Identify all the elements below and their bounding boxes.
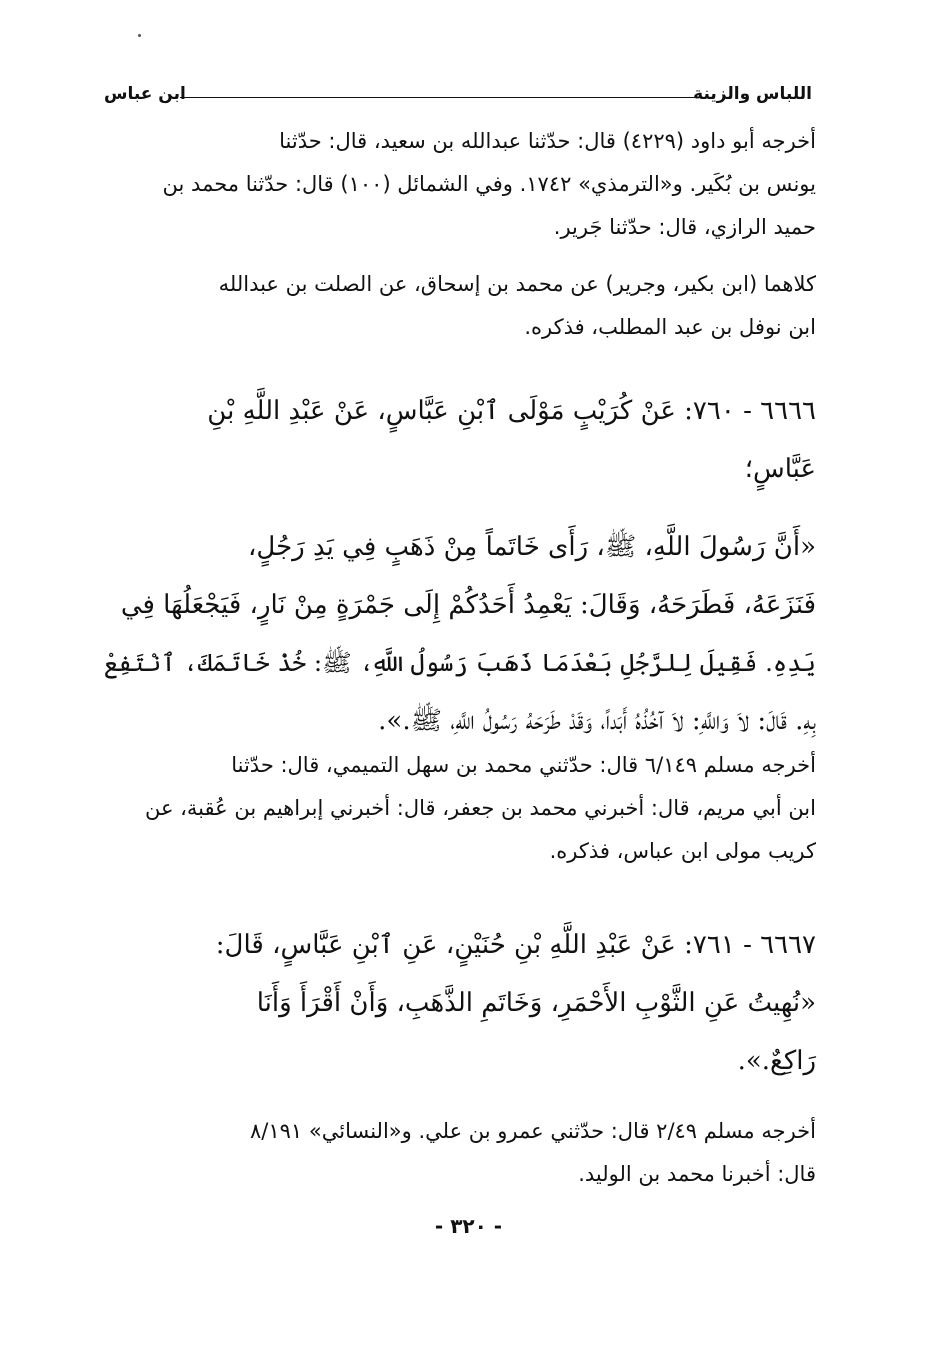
text-line: حميد الرازي، قال: حدّثنا جَرير. bbox=[553, 215, 816, 239]
hadith-6667 bbox=[104, 916, 816, 1090]
text-line: أخرجه مسلم ٦/١٤٩ قال: حدّثني محمد بن سهل التميمي، قال: حدّثنا bbox=[231, 753, 816, 777]
text-line: يونس بن بُكَير. و«الترمذي» ١٧٤٢. وفي الشمائل (١٠٠) قال: حدّثنا محمد بن bbox=[162, 172, 816, 196]
hadith-6666 bbox=[104, 382, 816, 750]
hadith-line: فَنَزَعَهُ، فَطَرَحَهُ، وَقَالَ: يَعْمِدُ أَحَدُكُمْ إِلَى جَمْرَةٍ مِنْ نَارٍ، فَيَجْعَلُهَا فِي bbox=[120, 590, 816, 620]
text-line: قال: أخبرنا محمد بن الوليد. bbox=[578, 1162, 816, 1186]
text-line: ابن أبي مريم، قال: أخبرني محمد بن جعفر، قال: أخبرني إبراهيم بن عُقبة، عن bbox=[144, 796, 816, 820]
text-line: كلاهما (ابن بكير، وجرير) عن محمد بن إسحاق، عن الصلت بن عبدالله bbox=[218, 272, 816, 296]
hadith-line: ٦٦٦٦ - ٧٦٠: عَنْ كُرَيْبٍ مَوْلَى ٱبْنِ عَبَّاسٍ، عَنْ عَبْدِ اللَّهِ بْنِ bbox=[207, 396, 816, 426]
hadith-line: «أَنَّ رَسُولَ اللَّهِ، ﷺ، رَأَى خَاتَماً مِنْ ذَهَبٍ فِي يَدِ رَجُلٍ، bbox=[248, 532, 816, 562]
hadith-line: «نُهِيتُ عَنِ الثَّوْبِ الأَحْمَرِ، وَخَاتَمِ الذَّهَبِ، وَأَنْ أَقْرَأَ وَأَنَا bbox=[256, 988, 816, 1018]
header-rule bbox=[180, 97, 704, 98]
header-chapter-title: اللباس والزينة bbox=[693, 84, 812, 104]
takhrij-note-2 bbox=[104, 263, 816, 349]
hadith-line: عَبَّاسٍ؛ bbox=[744, 454, 816, 484]
running-header bbox=[104, 84, 812, 110]
text-line: أخرجه أبو داود (٤٢٢٩) قال: حدّثنا عبدالله بن سعيد، قال: حدّثنا bbox=[279, 129, 816, 153]
scan-speck bbox=[138, 34, 141, 37]
takhrij-note-3 bbox=[104, 744, 816, 873]
header-section-title: ابن عباس bbox=[104, 84, 186, 104]
hadith-line: يَدِهِ. فَقِيلَ لِلرَّجُلِ بَعْدَمَا ذَهَبَ رَسُولُ اللَّهِ، ﷺ: خُذْ خَاتَمَكَ، ٱنْتَفِعْ bbox=[103, 648, 816, 677]
takhrij-note-1 bbox=[104, 120, 816, 249]
hadith-line: بِهِ. قَالَ: لاَ وَاللَّهِ: لاَ آخُذُهُ أَبَداً، وَقَدْ طَرَحَهُ رَسُولُ اللَّهِ، ﷺ.». bbox=[378, 706, 816, 736]
text-line: كريب مولى ابن عباس، فذكره. bbox=[549, 839, 816, 863]
takhrij-note-4 bbox=[104, 1110, 816, 1196]
text-line: أخرجه مسلم ٢/٤٩ قال: حدّثني عمرو بن علي. و«النسائي» ٨/١٩١ bbox=[250, 1119, 816, 1143]
hadith-line: ٦٦٦٧ - ٧٦١: عَنْ عَبْدِ اللَّهِ بْنِ حُنَيْنٍ، عَنِ ٱبْنِ عَبَّاسٍ، قَالَ: bbox=[215, 930, 816, 960]
hadith-line: رَاكِعٌ.». bbox=[737, 1046, 816, 1076]
text-line: ابن نوفل بن عبد المطلب، فذكره. bbox=[524, 315, 816, 339]
page-number: - ٣٢٠ - bbox=[434, 1214, 503, 1238]
